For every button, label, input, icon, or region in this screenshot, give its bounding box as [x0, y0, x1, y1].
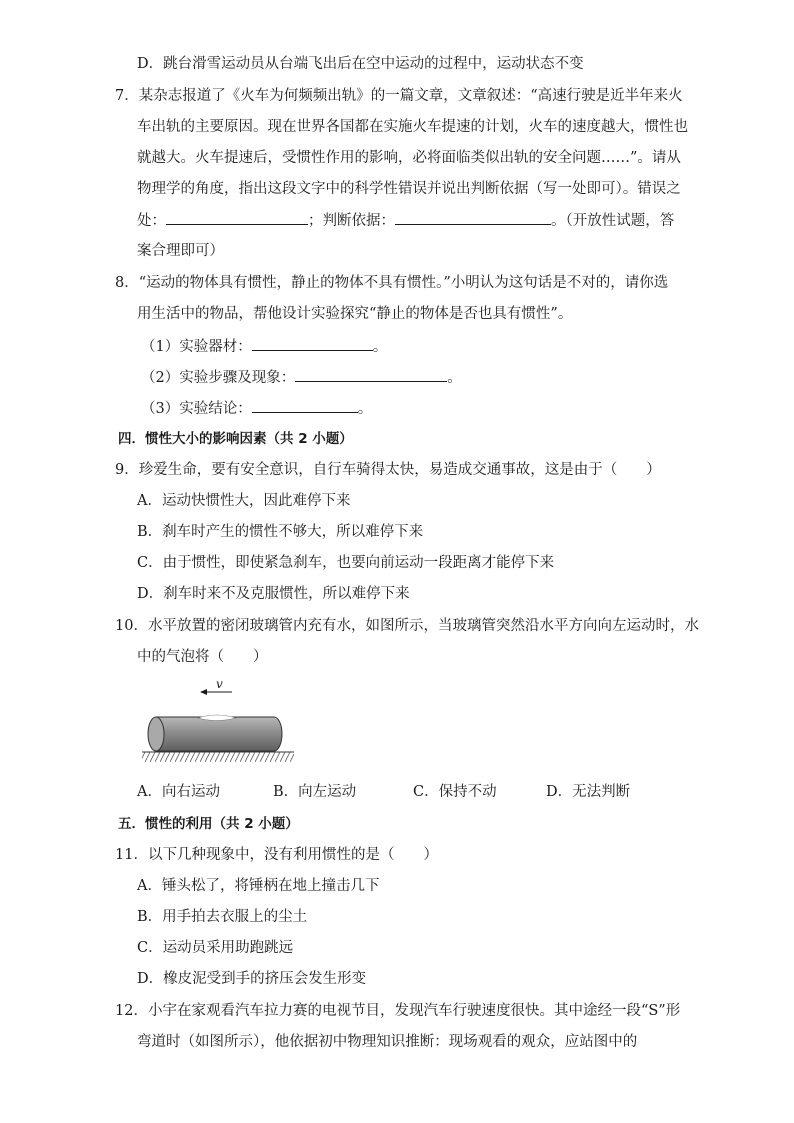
q10-figure — [140, 672, 300, 768]
q8-materials-blank[interactable] — [252, 336, 373, 351]
q12-line-1: 12．小宇在家观看汽车拉力赛的电视节目，发现汽车行驶速度很快。其中途经一段“S”形 — [115, 1003, 681, 1019]
q9-option-d[interactable]: D．刹车时来不及克服惯性，所以难停下来 — [137, 586, 410, 602]
q11-option-d[interactable]: D．橡皮泥受到手的挤压会发生形变 — [137, 971, 367, 987]
q7-number: 7． — [115, 88, 139, 104]
q11-option-a[interactable]: A．锤头松了，将锤柄在地上撞击几下 — [137, 878, 380, 894]
q9-option-c[interactable]: C．由于惯性，即使紧急刹车，也要向前运动一段距离才能停下来 — [137, 555, 555, 571]
q7-fill-suffix: 。（开放性试题，答 — [551, 213, 675, 229]
ground-hatch — [142, 752, 294, 762]
q7-line-1 — [115, 86, 683, 106]
q6-option-d: D．跳台滑雪运动员从台端飞出后在空中运动的过程中，运动状态不变 — [137, 56, 584, 72]
q7-line-5 — [137, 210, 674, 230]
q8-conclusion-blank[interactable] — [252, 398, 358, 413]
q10-option-c[interactable]: C．保持不动 — [413, 784, 497, 800]
q7-text-1: 某杂志报道了《火车为何频频出轨》的一篇文章，文章叙述：“高速行驶是近半年来火 — [138, 88, 683, 104]
q8-item-1 — [141, 336, 387, 356]
q11-option-b[interactable]: B．用手拍去衣服上的尘土 — [137, 909, 308, 925]
q7-line-6: 案合理即可） — [137, 243, 224, 259]
q9-option-a[interactable]: A．运动快惯性大，因此难停下来 — [137, 493, 351, 509]
q10-option-a[interactable]: A．向右运动 — [137, 784, 220, 800]
q7-line-3: 就越大。火车提速后，受惯性作用的影响，必将面临类似出轨的安全问题……”。请从 — [137, 150, 681, 166]
q8-item-3 — [141, 398, 372, 418]
q9-option-b[interactable]: B．刹车时产生的惯性不够大，所以难停下来 — [137, 524, 424, 540]
q10-line-1: 10．水平放置的密闭玻璃管内充有水，如图所示，当玻璃管突然沿水平方向向左运动时，水 — [115, 618, 699, 634]
q8-item-2-label: （2）实验步骤及现象： — [141, 370, 296, 386]
q10-option-d[interactable]: D．无法判断 — [546, 784, 631, 800]
q8-item-3-label: （3）实验结论： — [141, 401, 252, 417]
section-5-heading: 五．惯性的利用（共 2 小题） — [118, 816, 299, 832]
q9-stem: 9．珍爱生命，要有安全意识，自行车骑得太快，易造成交通事故，这是由于（ ） — [115, 462, 661, 478]
q7-line-2: 车出轨的主要原因。现在世界各国都在实施火车提速的计划，火车的速度越大，惯性也 — [137, 119, 688, 135]
q8-item-3-end: 。 — [357, 401, 373, 417]
q7-line-4: 物理学的角度，指出这段文字中的科学性错误并说出判断依据（写一处即可）。错误之 — [137, 181, 681, 197]
glass-tube — [148, 717, 282, 751]
q8-item-1-label: （1）实验器材： — [141, 339, 252, 355]
q7-fill-prefix: 处： — [137, 213, 166, 229]
section-4-heading: 四．惯性大小的影响因素（共 2 小题） — [118, 431, 353, 447]
q8-line-2: 用生活中的物品，帮他设计实验探究“静止的物体是否也具有惯性”。 — [137, 306, 573, 322]
q8-steps-blank[interactable] — [295, 367, 447, 382]
q12-line-2: 弯道时（如图所示），他依据初中物理知识推断：现场观看的观众，应站图中的 — [137, 1034, 638, 1050]
q8-item-2-end: 。 — [447, 370, 462, 386]
q10-line-2: 中的气泡将（ ） — [137, 649, 268, 665]
q8-number: 8． — [115, 275, 139, 291]
q8-text-1: “运动的物体具有惯性，静止的物体不具有惯性。”小明认为这句话是不对的，请你选 — [138, 275, 669, 291]
q7-fill-mid: ；判断依据： — [308, 213, 395, 229]
q8-line-1 — [115, 273, 668, 293]
q8-item-1-end: 。 — [372, 339, 388, 355]
glass-tube-diagram — [140, 672, 300, 768]
velocity-label: v — [216, 677, 223, 691]
q7-error-blank[interactable] — [166, 210, 308, 225]
q11-stem: 11．以下几种现象中，没有利用惯性的是（ ） — [115, 847, 438, 863]
q8-item-2 — [141, 367, 462, 387]
q7-basis-blank[interactable] — [395, 210, 551, 225]
q10-option-b[interactable]: B．向左运动 — [273, 784, 357, 800]
q11-option-c[interactable]: C．运动员采用助跑跳远 — [137, 940, 294, 956]
